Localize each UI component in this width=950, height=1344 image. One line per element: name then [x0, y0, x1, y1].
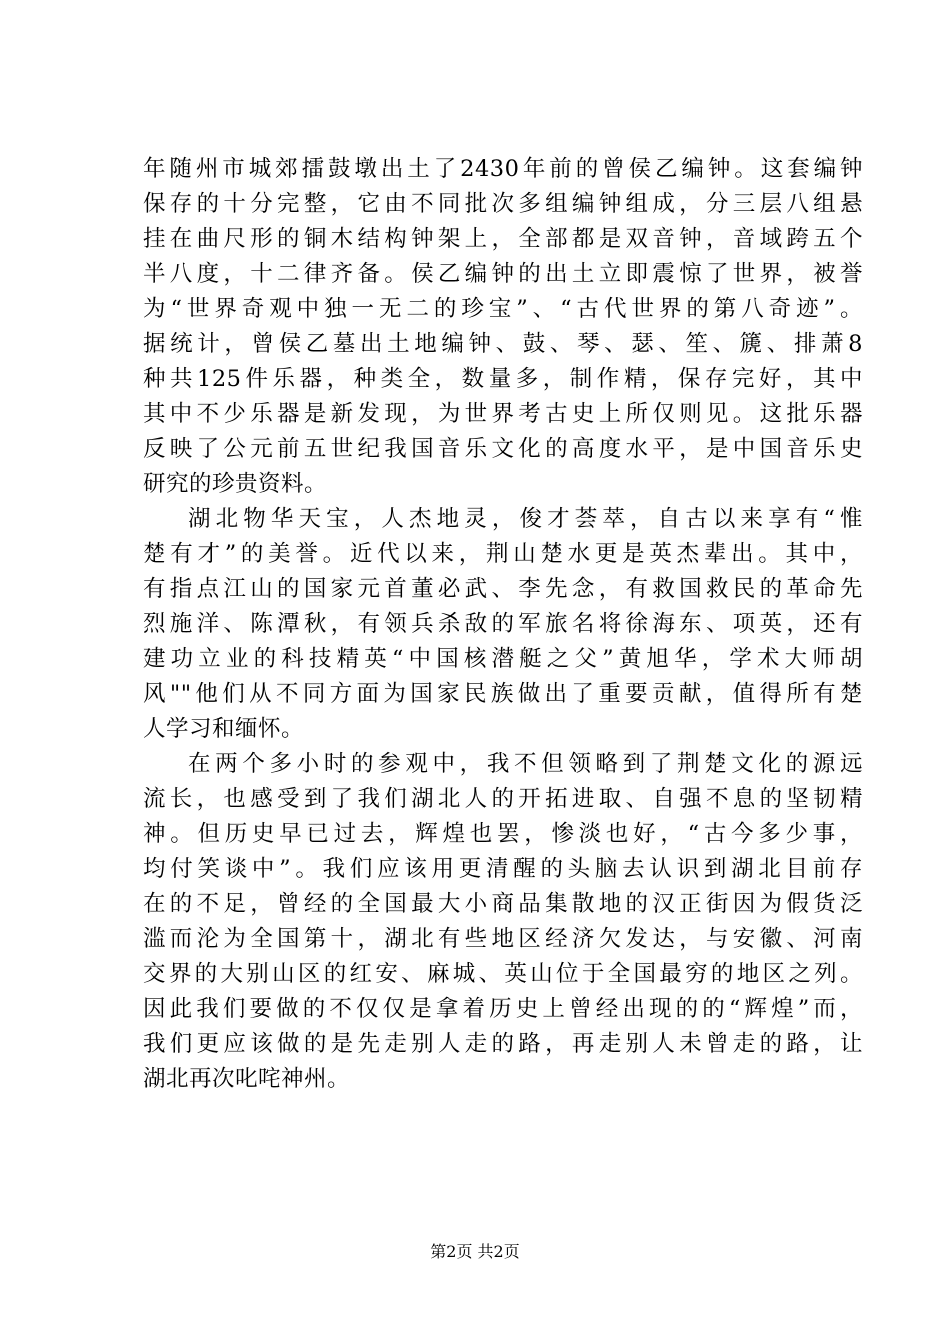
- text-line: 湖北再次叱咤神州。: [143, 1066, 351, 1092]
- text-line: 有指点江山的国家元首董必武、李先念，有救国救民的革命先: [143, 576, 863, 602]
- text-line: 均付笑谈中”。我们应该用更清醒的头脑去认识到湖北目前存: [143, 856, 863, 882]
- text-line: 滥而沦为全国第十，湖北有些地区经济欠发达，与安徽、河南: [143, 926, 863, 952]
- text-line: 种共125件乐器，种类全，数量多，制作精，保存完好，其中: [143, 366, 863, 392]
- text-line: 挂在曲尺形的铜木结构钟架上，全部都是双音钟，音域跨五个: [143, 226, 863, 252]
- page-footer: 第2页 共2页: [430, 1242, 520, 1261]
- text-line: 研究的珍贵资料。: [143, 471, 328, 497]
- paragraph-2: [143, 502, 863, 747]
- text-line: 烈施洋、陈潭秋，有领兵杀敌的军旅名将徐海东、项英，还有: [143, 611, 863, 637]
- text-line: 流长，也感受到了我们湖北人的开拓进取、自强不息的坚韧精: [143, 786, 863, 812]
- text-line: 湖北物华天宝，人杰地灵，俊才荟萃，自古以来享有“惟: [188, 506, 863, 532]
- text-line: 我们更应该做的是先走别人走的路，再走别人未曾走的路，让: [143, 1031, 863, 1057]
- text-line: 保存的十分完整，它由不同批次多组编钟组成，分三层八组悬: [143, 191, 863, 217]
- text-line: 建功立业的科技精英“中国核潜艇之父”黄旭华，学术大师胡: [143, 646, 863, 672]
- text-line: 人学习和缅怀。: [143, 716, 305, 742]
- text-line: 在两个多小时的参观中，我不但领略到了荆楚文化的源远: [188, 751, 863, 777]
- text-line: 因此我们要做的不仅仅是拿着历史上曾经出现的的“辉煌”而，: [143, 996, 863, 1022]
- text-line: 年随州市城郊擂鼓墩出土了2430年前的曾侯乙编钟。这套编钟: [143, 156, 863, 182]
- text-line: 楚有才”的美誉。近代以来，荆山楚水更是英杰辈出。其中，: [143, 541, 863, 567]
- text-line: 风""他们从不同方面为国家民族做出了重要贡献，值得所有楚: [143, 681, 863, 707]
- text-line: 交界的大别山区的红安、麻城、英山位于全国最穷的地区之列。: [143, 961, 863, 987]
- text-line: 半八度，十二律齐备。侯乙编钟的出土立即震惊了世界，被誉: [143, 261, 863, 287]
- document-body: [143, 152, 863, 1097]
- paragraph-3: [143, 747, 863, 1097]
- text-line: 神。但历史早已过去，辉煌也罢，惨淡也好，“古今多少事，: [143, 821, 863, 847]
- text-line: 据统计，曾侯乙墓出土地编钟、鼓、琴、瑟、笙、篪、排萧8: [143, 331, 863, 357]
- text-line: 在的不足，曾经的全国最大小商品集散地的汉正街因为假货泛: [143, 891, 863, 917]
- text-line: 反映了公元前五世纪我国音乐文化的高度水平，是中国音乐史: [143, 436, 863, 462]
- text-line: 为“世界奇观中独一无二的珍宝”、“古代世界的第八奇迹”。: [143, 296, 863, 322]
- text-line: 其中不少乐器是新发现，为世界考古史上所仅则见。这批乐器: [143, 401, 863, 427]
- paragraph-1: [143, 152, 863, 502]
